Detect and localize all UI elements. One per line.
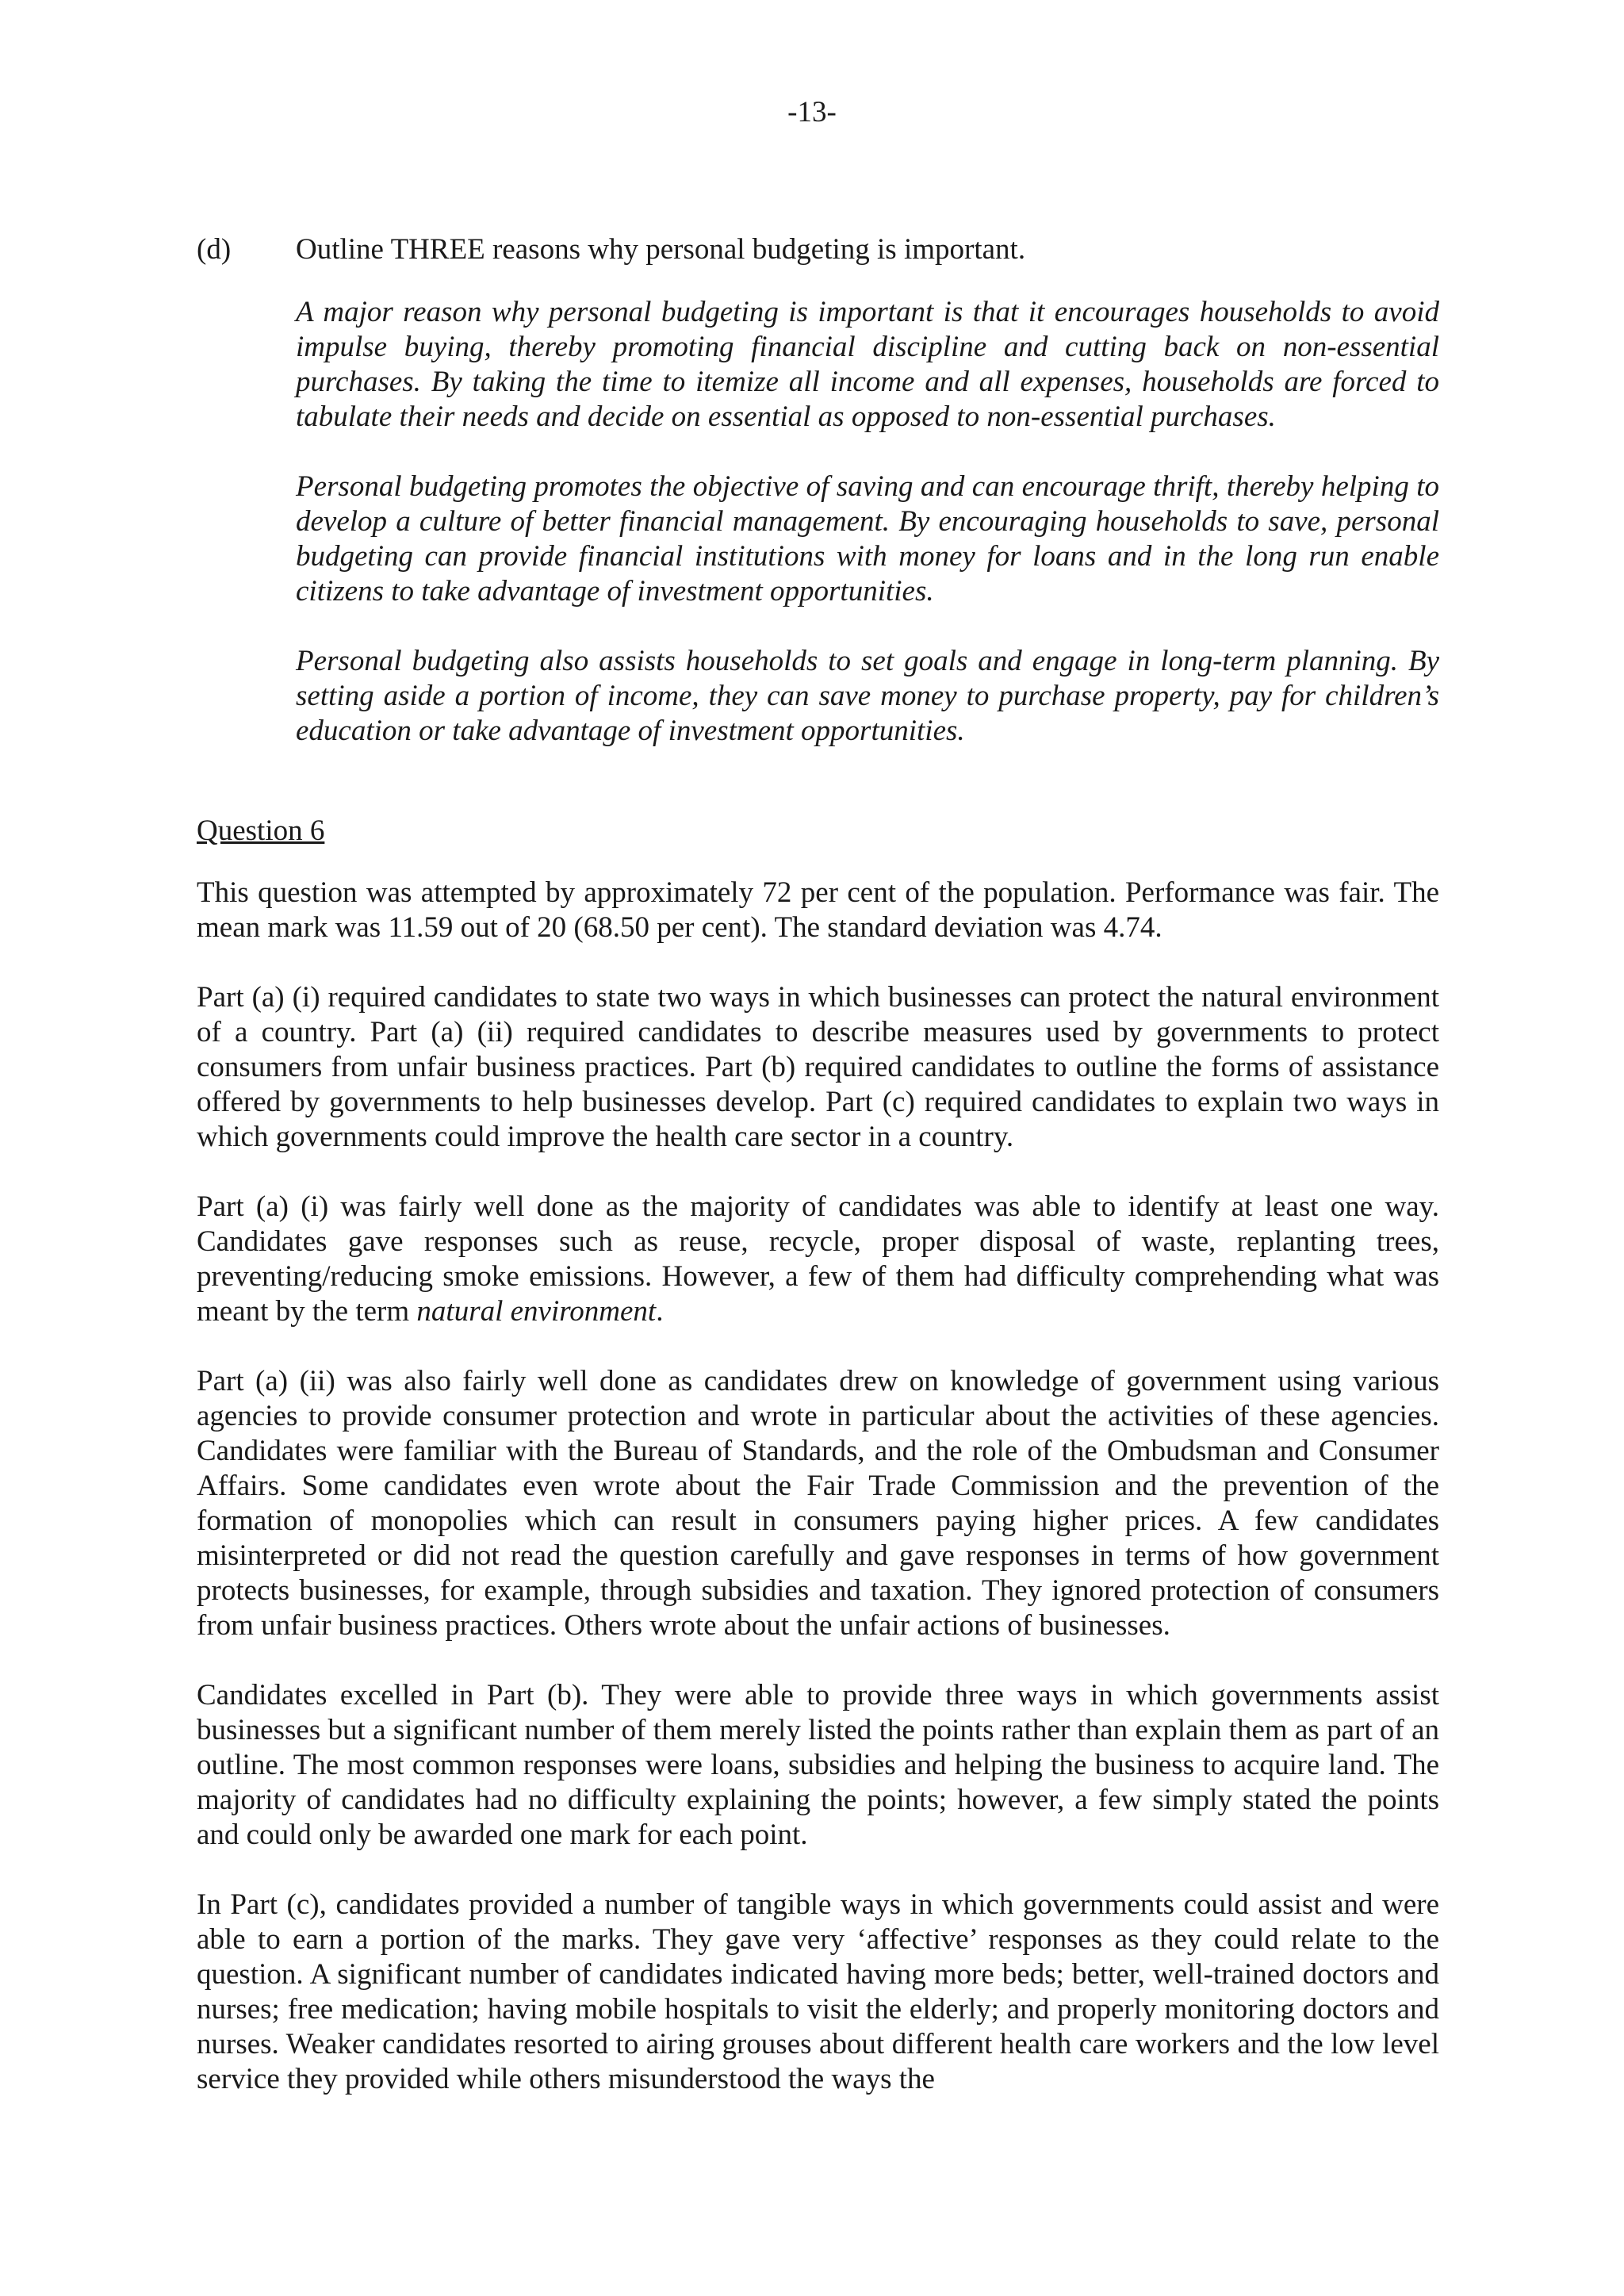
body-paragraph	[197, 1190, 1439, 1329]
part-d-answers	[296, 295, 1439, 784]
answer-paragraph: Personal budgeting also assists households to set goals and engage in long-term planning. By setting aside a portion of income, they can save money to purchase property, pay for children’s education or take advantage of investment opportunities.	[296, 645, 1439, 747]
page-number: -13-	[787, 96, 837, 128]
part-d-label: (d)	[197, 233, 232, 266]
question-6-report	[197, 876, 1439, 2097]
answer-paragraph: Personal budgeting promotes the objective of saving and can encourage thrift, thereby helping to develop a culture of better financial management. By encouraging households to save, personal budgeting can provide financial institutions with money for loans and in the long run enable citizens to take advantage of investment opportunities.	[296, 470, 1439, 608]
question-heading: Question 6	[197, 815, 325, 847]
emphasized-term: natural environment	[416, 1295, 657, 1328]
paragraph-text: Part (a) (i) was fairly well done as the majority of candidates was able to identify at least one way. Candidates gave responses such as reuse, recycle, proper disposal of waste, replanting trees, preventing/reducing smoke emissions. However, a few of them had difficulty comprehending what was meant by the term	[197, 1190, 1439, 1328]
body-paragraph: In Part (c), candidates provided a number of tangible ways in which governments could assist and were able to earn a portion of the marks. They gave very ‘affective’ responses as they could relate to the question. A significant number of candidates indicated having more beds; better, well-trained doctors and nurses; free medication; having mobile hospitals to visit the elderly; and properly monitoring doctors and nurses. Weaker candidates resorted to airing grouses about different health care workers and the low level service they provided while others misunderstood the ways the	[197, 1888, 1439, 2095]
body-paragraph: This question was attempted by approximately 72 per cent of the population. Performance was fair. The mean mark was 11.59 out of 20 (68.50 per cent). The standard deviation was 4.74.	[197, 876, 1439, 944]
body-paragraph: Part (a) (i) required candidates to state two ways in which businesses can protect the natural environment of a country. Part (a) (ii) required candidates to describe measures used by governments to protect consumers from unfair business practices. Part (b) required candidates to outline the forms of assistance offered by governments to help businesses develop. Part (c) required candidates to explain two ways in which governments could improve the health care sector in a country.	[197, 981, 1439, 1153]
paragraph-text: .	[656, 1295, 664, 1328]
answer-paragraph: A major reason why personal budgeting is important is that it encourages households to avoid impulse buying, thereby promoting financial discipline and cutting back on non-essential purchases. By taking the time to itemize all income and all expenses, households are forced to tabulate their needs and decide on essential as opposed to non-essential purchases.	[296, 296, 1439, 433]
body-paragraph: Candidates excelled in Part (b). They were able to provide three ways in which governments assist businesses but a significant number of them merely listed the points rather than explain them as part of an outline. The most common responses were loans, subsidies and helping the business to acquire land. The majority of candidates had no difficulty explaining the points; however, a few simply stated the points and could only be awarded one mark for each point.	[197, 1679, 1439, 1851]
body-paragraph: Part (a) (ii) was also fairly well done as candidates drew on knowledge of government using various agencies to provide consumer protection and wrote in particular about the activities of these agencies. Candidates were familiar with the Bureau of Standards, and the role of the Ombudsman and Consumer Affairs. Some candidates even wrote about the Fair Trade Commission and the prevention of the formation of monopolies which can result in consumers paying higher prices. A few candidates misinterpreted or did not read the question carefully and gave responses in terms of how government protects businesses, for example, through subsidies and taxation. They ignored protection of consumers from unfair business practices. Others wrote about the unfair actions of businesses.	[197, 1365, 1439, 1642]
part-d-question: Outline THREE reasons why personal budgeting is important.	[296, 233, 1026, 266]
